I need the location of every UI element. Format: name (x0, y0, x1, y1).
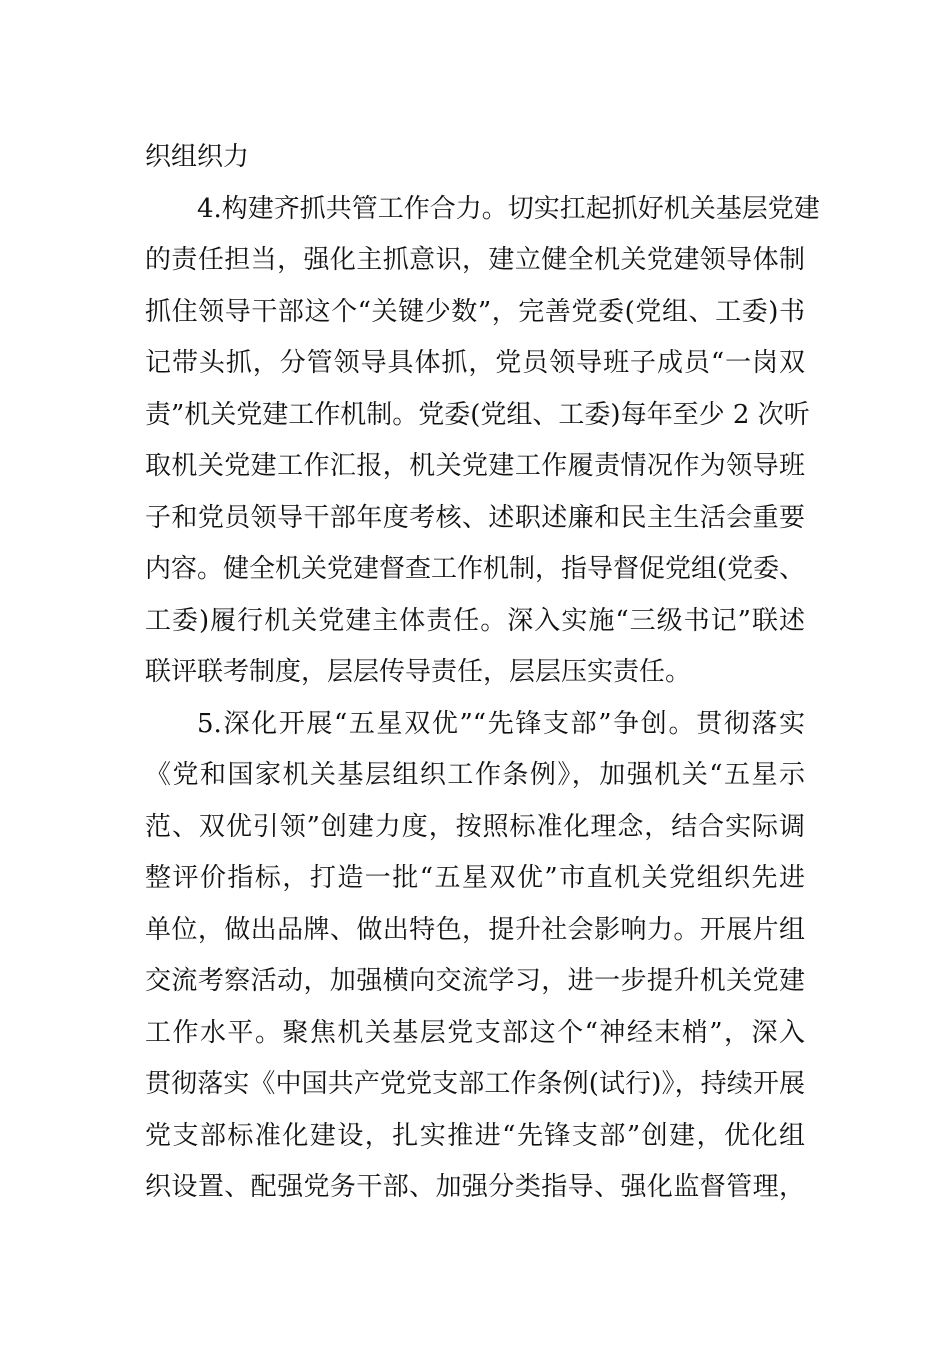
body-text (145, 132, 820, 1214)
text-line: 织组织力 (145, 142, 250, 172)
text-line: 责”机关党建工作机制。党委(党组、工委)每年至少 2 次听 (145, 399, 810, 430)
text-line: 单位，做出品牌、做出特色，提升社会影响力。开展片组 (145, 914, 805, 945)
text-line: 范、双优引领”创建力度，按照标准化理念，结合实际调 (145, 811, 805, 842)
text-line: 党支部标准化建设，扎实推进“先锋支部”创建，优化组 (145, 1120, 805, 1151)
text-line: 联评联考制度，层层传导责任，层层压实责任。 (145, 657, 692, 687)
paragraph-heading-4: 4.构建齐抓共管工作合力。切实扛起抓好机关基层党建 (197, 193, 820, 224)
text-line: 工作水平。聚焦机关基层党支部这个“神经末梢”，深入 (145, 1017, 805, 1048)
text-line: 子和党员领导干部年度考核、述职述廉和民主生活会重要 (145, 502, 805, 533)
text-line: 的责任担当，强化主抓意识，建立健全机关党建领导体制 (145, 245, 805, 275)
text-line: 抓住领导干部这个“关键少数”，完善党委(党组、工委)书 (145, 296, 805, 327)
text-line: 工委)履行机关党建主体责任。深入实施“三级书记”联述 (145, 605, 805, 636)
text-line: 取机关党建工作汇报，机关党建工作履责情况作为领导班 (145, 451, 805, 481)
text-line: 贯彻落实《中国共产党党支部工作条例(试行)》，持续开展 (145, 1069, 805, 1099)
text-line: 织设置、配强党务干部、加强分类指导、强化监督管理， (145, 1172, 805, 1202)
text-line: 内容。健全机关党建督查工作机制，指导督促党组(党委、 (145, 554, 806, 584)
paragraph-heading-5: 5.深化开展“五星双优”“先锋支部”争创。贯彻落实 (197, 708, 805, 739)
text-line: 记带头抓，分管领导具体抓，党员领导班子成员“一岗双 (145, 348, 805, 378)
text-line: 整评价指标，打造一批“五星双优”市直机关党组织先进 (145, 863, 805, 893)
text-line: 交流考察活动，加强横向交流学习，进一步提升机关党建 (145, 966, 805, 996)
text-line: 《党和国家机关基层组织工作条例》，加强机关“五星示 (145, 760, 805, 790)
